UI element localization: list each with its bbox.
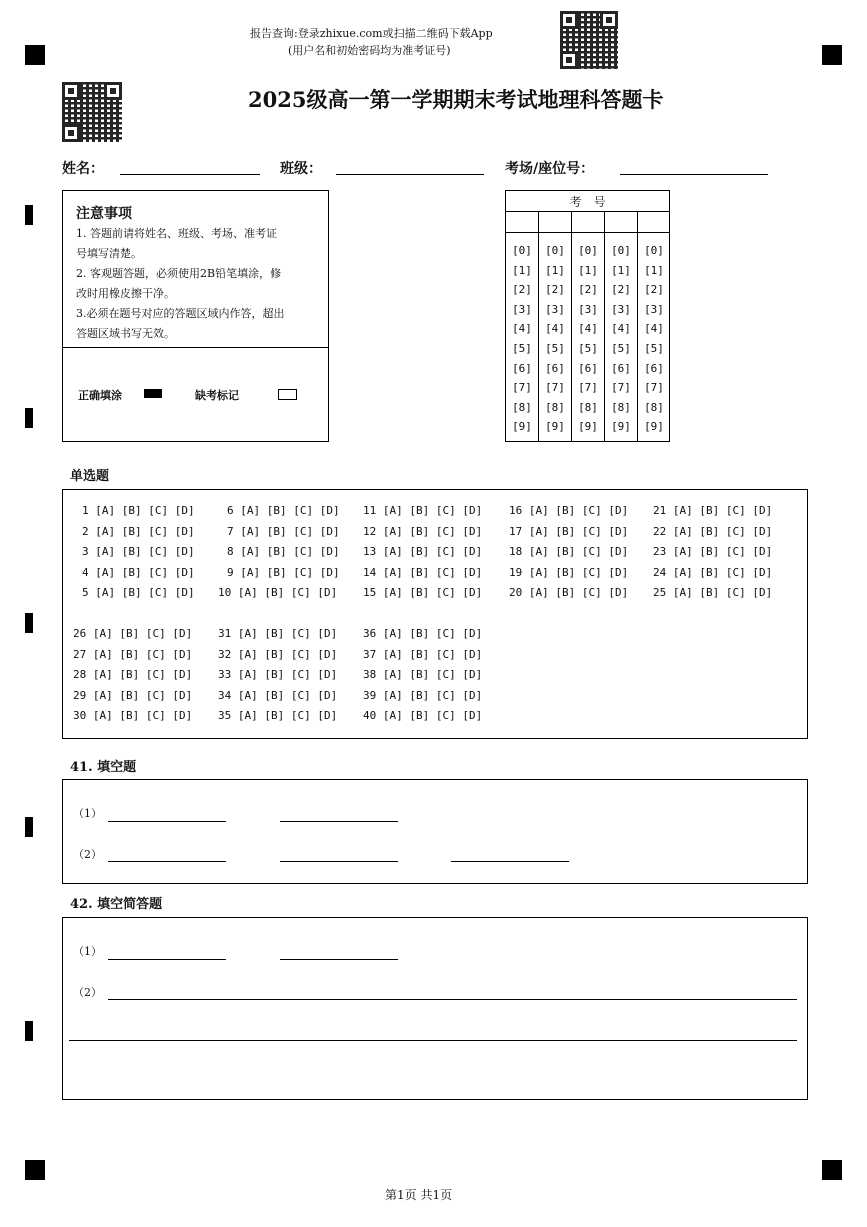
exam-digit-bubble[interactable]: [1] [578,263,598,277]
choice-row[interactable]: 32 [A] [B] [C] [D] [218,647,338,661]
choice-row[interactable]: 12 [A] [B] [C] [D] [363,524,483,538]
name-label: 姓名： [62,161,104,177]
exam-digit-bubble[interactable]: [3] [545,302,565,316]
exam-digit-bubble[interactable]: [4] [644,322,664,336]
choice-row[interactable]: 36 [A] [B] [C] [D] [363,627,483,640]
exam-digit-bubble[interactable]: [2] [545,283,565,297]
exam-digit-bubble[interactable]: [9] [578,420,598,434]
corner-marker-bl [25,1160,45,1180]
exam-digit-bubble[interactable]: [6] [611,361,631,375]
exam-number-header-line [506,211,669,212]
exam-digit-bubble[interactable]: [2] [512,283,532,297]
choice-row[interactable]: 10 [A] [B] [C] [D] [218,586,338,600]
choice-row[interactable]: 26 [A] [B] [C] [D] [73,627,193,640]
choice-row[interactable]: 8 [A] [B] [C] [D] [227,545,340,559]
exam-digit-bubble[interactable]: [0] [644,244,664,257]
q42-answer-line[interactable] [108,999,797,1000]
exam-digit-bubble[interactable]: [7] [644,381,664,395]
choice-row[interactable]: 2 [A] [B] [C] [D] [82,524,195,538]
exam-number-box [505,190,670,442]
exam-digit-bubble[interactable]: [7] [512,381,532,395]
choice-row[interactable]: 11 [A] [B] [C] [D] [363,504,483,517]
exam-digit-bubble[interactable]: [8] [644,400,664,414]
q41-box [62,779,808,884]
exam-digit-bubble[interactable]: [7] [611,381,631,395]
choice-row[interactable]: 14 [A] [B] [C] [D] [363,565,483,579]
q41-item2-label: （2） [73,848,102,861]
exam-digit-bubble[interactable]: [6] [545,361,565,375]
choice-row[interactable]: 33 [A] [B] [C] [D] [218,668,338,682]
correct-fill-sample [144,389,162,398]
exam-digit-bubble[interactable]: [2] [644,283,664,297]
q41-blank[interactable] [280,821,398,822]
correct-fill-label: 正确填涂 [78,389,122,402]
exam-digit-bubble[interactable]: [4] [512,322,532,336]
exam-digit-column[interactable] [506,241,538,437]
exam-digit-bubble[interactable]: [2] [578,283,598,297]
exam-digit-bubble[interactable]: [6] [578,361,598,375]
exam-digit-column[interactable] [638,241,670,437]
exam-digit-bubble[interactable]: [8] [611,400,631,414]
class-label: 班级： [280,161,322,177]
choice-row[interactable]: 7 [A] [B] [C] [D] [227,524,340,538]
choice-row[interactable]: 30 [A] [B] [C] [D] [73,709,193,723]
choice-row[interactable]: 40 [A] [B] [C] [D] [363,709,483,723]
exam-digit-bubble[interactable]: [7] [545,381,565,395]
notice-divider [63,347,328,348]
exam-digit-bubble[interactable]: [3] [578,302,598,316]
exam-digit-bubble[interactable]: [6] [512,361,532,375]
q42-answer-line[interactable] [69,1040,797,1041]
notice-box [62,190,329,442]
side-marker-3 [25,613,33,633]
exam-digit-bubble[interactable]: [2] [611,283,631,297]
room-seat-label: 考场/座位号： [505,161,595,177]
choice-row[interactable]: 5 [A] [B] [C] [D] [82,586,195,600]
q41-blank[interactable] [108,821,226,822]
class-field[interactable] [336,174,484,175]
exam-number-title: 考 号 [569,195,606,209]
choice-row[interactable]: 29 [A] [B] [C] [D] [73,688,193,702]
exam-digit-bubble[interactable]: [0] [611,244,631,257]
choice-row[interactable]: 3 [A] [B] [C] [D] [82,545,195,559]
exam-digit-bubble[interactable]: [9] [512,420,532,434]
q41-blank[interactable] [451,861,569,862]
choice-row[interactable]: 27 [A] [B] [C] [D] [73,647,193,661]
choice-row[interactable]: 37 [A] [B] [C] [D] [363,647,483,661]
exam-digit-bubble[interactable]: [4] [611,322,631,336]
exam-digit-bubble[interactable]: [5] [545,341,565,355]
exam-digit-bubble[interactable]: [8] [512,400,532,414]
app-qr-code-icon[interactable] [560,11,618,69]
side-marker-5 [25,1021,33,1041]
choice-row[interactable]: 35 [A] [B] [C] [D] [218,709,338,723]
report-password-line: (用户名和初始密码均为准考证号) [288,44,451,57]
choice-row[interactable]: 23 [A] [B] [C] [D] [653,545,773,559]
exam-digit-bubble[interactable]: [3] [644,302,664,316]
choice-row[interactable]: 24 [A] [B] [C] [D] [653,565,773,579]
exam-digit-bubble[interactable]: [0] [545,244,565,257]
choice-row[interactable]: 4 [A] [B] [C] [D] [82,565,195,579]
exam-digit-bubble[interactable]: [6] [644,361,664,375]
q42-title: 42. 填空简答题 [70,897,163,912]
exam-digit-bubble[interactable]: [4] [545,322,565,336]
side-marker-4 [25,817,33,837]
exam-digit-bubble[interactable]: [1] [512,263,532,277]
choice-row[interactable]: 18 [A] [B] [C] [D] [509,545,629,559]
side-marker-1 [25,205,33,225]
name-field[interactable] [120,174,260,175]
q42-item2-label: （2） [73,986,102,999]
exam-number-write-line [506,232,669,233]
corner-marker-br [822,1160,842,1180]
exam-digit-bubble[interactable]: [9] [611,420,631,434]
q41-blank[interactable] [108,861,226,862]
corner-marker-tr [822,45,842,65]
side-marker-2 [25,408,33,428]
exam-digit-bubble[interactable]: [8] [578,400,598,414]
page-number: 第1页 共1页 [385,1188,453,1202]
single-choice-title: 单选题 [70,469,110,484]
choice-row[interactable]: 13 [A] [B] [C] [D] [363,545,483,559]
choice-row[interactable]: 1 [A] [B] [C] [D] [82,504,195,517]
exam-digit-bubble[interactable]: [3] [512,302,532,316]
choice-row[interactable]: 38 [A] [B] [C] [D] [363,668,483,682]
choice-row[interactable]: 21 [A] [B] [C] [D] [653,504,773,517]
choice-row[interactable]: 9 [A] [B] [C] [D] [227,565,340,579]
exam-digit-bubble[interactable]: [5] [512,341,532,355]
corner-marker-tl [25,45,45,65]
q41-item1-label: （1） [73,807,102,820]
exam-digit-column[interactable] [572,241,604,437]
exam-digit-bubble[interactable]: [9] [644,420,664,434]
q41-blank[interactable] [280,861,398,862]
q41-title: 41. 填空题 [70,760,137,775]
report-query-line: 报告查询:登录zhixue.com或扫描二维码下载App [250,27,493,40]
exam-digit-column[interactable] [605,241,637,437]
room-seat-field[interactable] [620,174,768,175]
exam-digit-column[interactable] [539,241,571,437]
exam-digit-bubble[interactable]: [0] [578,244,598,257]
exam-digit-bubble[interactable]: [1] [545,263,565,277]
notice-title: 注意事项 [76,206,132,222]
choice-row[interactable]: 20 [A] [B] [C] [D] [509,586,629,600]
exam-digit-bubble[interactable]: [0] [512,244,532,257]
sheet-qr-code-icon [62,82,122,142]
choice-row[interactable]: 16 [A] [B] [C] [D] [509,504,629,517]
exam-digit-bubble[interactable]: [5] [578,341,598,355]
notice-text: 1. 答题前请将姓名、班级、考场、准考证 号填写清楚。 2. 客观题答题，必须使用2B铅笔填涂，修 改时用橡皮擦干净。 3.必须在题号对应的答题区域内作答，超出 答题区域书写无效。 [76,227,285,340]
exam-digit-bubble[interactable]: [4] [578,322,598,336]
exam-digit-bubble[interactable]: [7] [578,381,598,395]
page-title: 2025级高一第一学期期末考试地理科答题卡 [248,87,664,112]
choice-row[interactable]: 15 [A] [B] [C] [D] [363,586,483,600]
q42-blank[interactable] [280,959,398,960]
q42-item1-label: （1） [73,945,102,958]
choice-row[interactable]: 25 [A] [B] [C] [D] [653,586,773,600]
exam-digit-bubble[interactable]: [1] [644,263,664,277]
exam-digit-bubble[interactable]: [5] [644,341,664,355]
q42-box [62,917,808,1100]
exam-digit-bubble[interactable]: [5] [611,341,631,355]
single-choice-box [62,489,808,739]
absent-mark-box[interactable] [278,389,297,400]
absent-mark-label: 缺考标记 [195,389,239,402]
choice-row[interactable]: 39 [A] [B] [C] [D] [363,688,483,702]
exam-digit-bubble[interactable]: [3] [611,302,631,316]
exam-digit-bubble[interactable]: [8] [545,400,565,414]
exam-digit-bubble[interactable]: [9] [545,420,565,434]
choice-row[interactable]: 19 [A] [B] [C] [D] [509,565,629,579]
exam-digit-bubble[interactable]: [1] [611,263,631,277]
q42-blank[interactable] [108,959,226,960]
choice-row[interactable]: 22 [A] [B] [C] [D] [653,524,773,538]
choice-row[interactable]: 34 [A] [B] [C] [D] [218,688,338,702]
choice-row[interactable]: 6 [A] [B] [C] [D] [227,504,340,517]
choice-row[interactable]: 17 [A] [B] [C] [D] [509,524,629,538]
choice-row[interactable]: 28 [A] [B] [C] [D] [73,668,193,682]
choice-row[interactable]: 31 [A] [B] [C] [D] [218,627,338,640]
